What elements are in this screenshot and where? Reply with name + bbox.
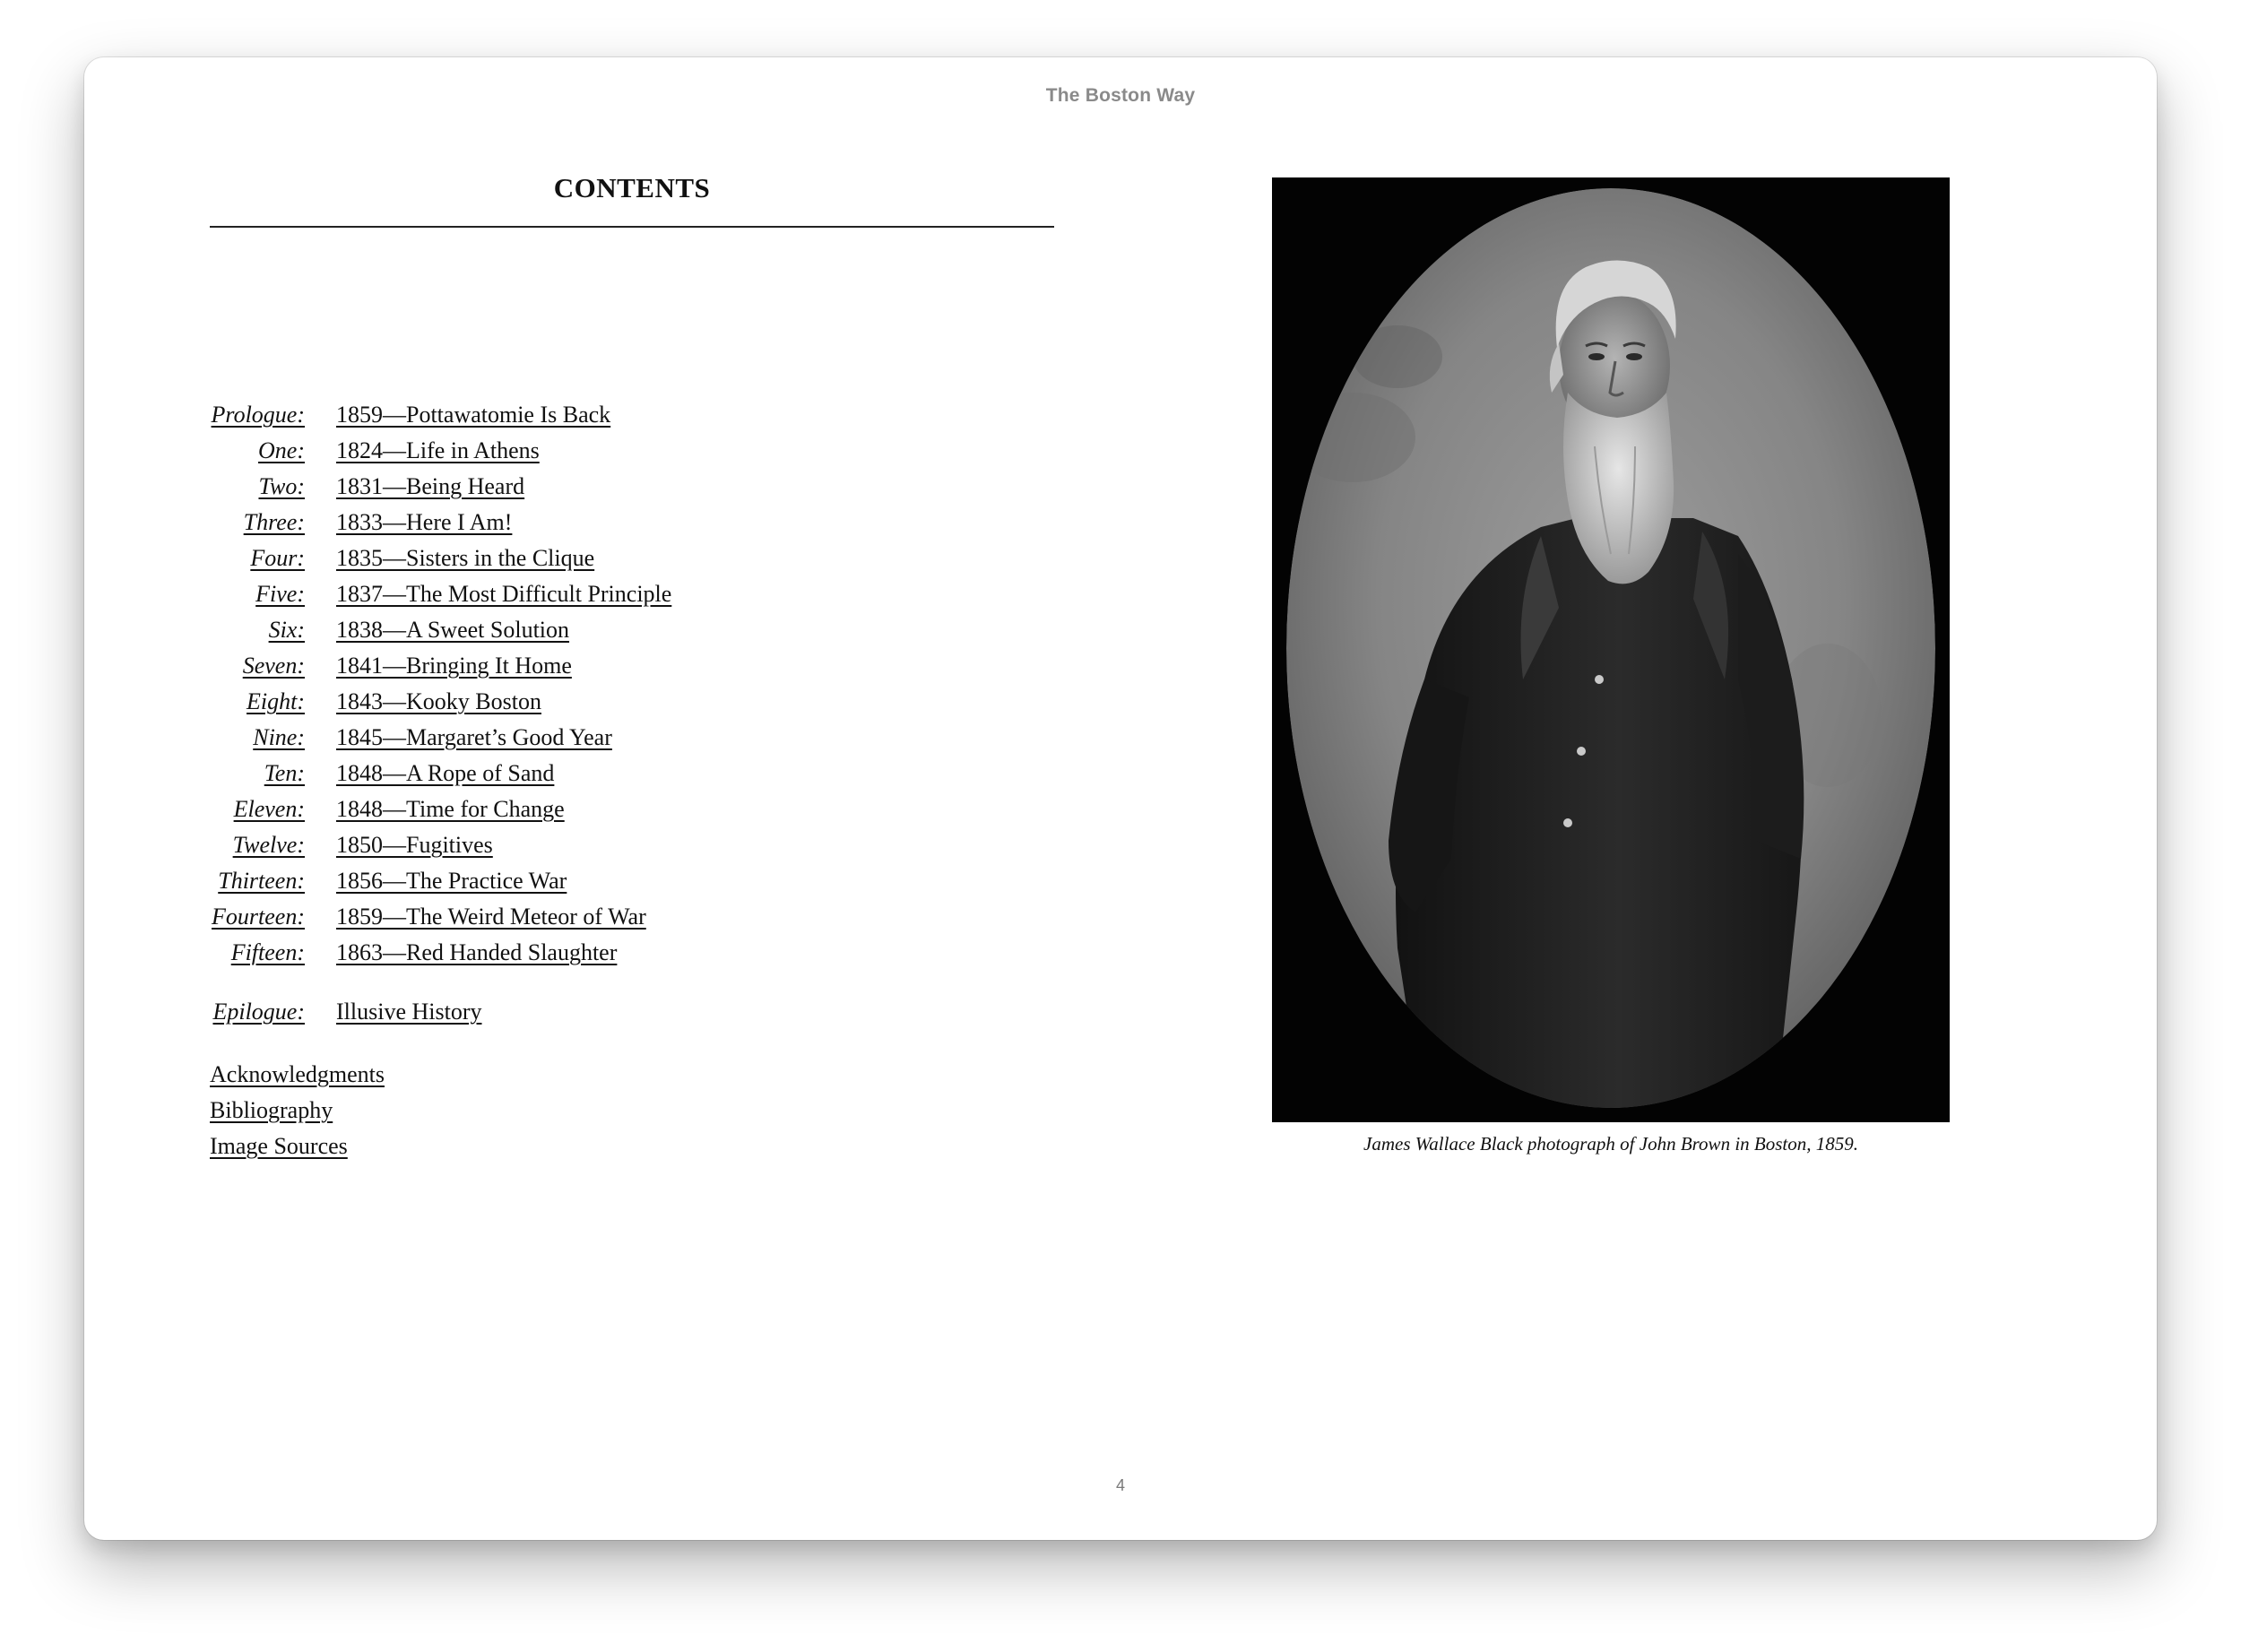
toc-entry-two[interactable]: [210, 473, 1052, 509]
toc-entry-three[interactable]: [210, 509, 1052, 545]
toc-entry-number[interactable]: Two:: [258, 473, 305, 499]
toc-entry-title[interactable]: 1848—Time for Change: [336, 796, 565, 822]
toc-entry-fifteen[interactable]: [210, 939, 1052, 975]
toc-entry-number[interactable]: Nine:: [253, 724, 305, 750]
reader-window: [84, 57, 2157, 1540]
toc-entry-number[interactable]: Five:: [255, 581, 305, 607]
toc-entry-number[interactable]: Fourteen:: [212, 904, 305, 930]
toc-entry-title[interactable]: 1859—The Weird Meteor of War: [336, 904, 646, 930]
toc-entry-number[interactable]: Ten:: [264, 760, 305, 786]
toc-entry-title[interactable]: 1850—Fugitives: [336, 832, 493, 858]
portrait-image: [1272, 177, 1950, 1122]
toc-entry-title[interactable]: 1859—Pottawatomie Is Back: [336, 402, 611, 428]
toc-entry-title[interactable]: 1845—Margaret’s Good Year: [336, 724, 612, 750]
toc-entry-title[interactable]: 1833—Here I Am!: [336, 509, 513, 535]
toc-entry-number[interactable]: Seven:: [242, 653, 305, 679]
toc-entry-number[interactable]: Prologue:: [211, 402, 305, 428]
toc-entry-number[interactable]: Three:: [243, 509, 305, 535]
john-brown-photograph: [1272, 177, 1950, 1122]
toc-entry-prologue[interactable]: [210, 402, 1052, 437]
toc-entry-number[interactable]: Eleven:: [233, 796, 305, 822]
acknowledgments-link[interactable]: Acknowledgments: [210, 1061, 385, 1087]
toc-entry-number[interactable]: Four:: [250, 545, 305, 571]
toc-entry-title[interactable]: 1835—Sisters in the Clique: [336, 545, 595, 571]
toc-entry-number[interactable]: Fifteen:: [230, 939, 305, 965]
toc-entry-title[interactable]: 1838—A Sweet Solution: [336, 617, 570, 643]
toc-entry-number[interactable]: Six:: [268, 617, 305, 643]
toc-entry-six[interactable]: [210, 617, 1052, 653]
toc-entry-title[interactable]: 1824—Life in Athens: [336, 437, 540, 463]
toc-entry-one[interactable]: [210, 437, 1052, 473]
toc-entry-five[interactable]: [210, 581, 1052, 617]
toc-entry-eight[interactable]: [210, 688, 1052, 724]
toc-entry-number[interactable]: One:: [258, 437, 305, 463]
toc-entry-number[interactable]: Twelve:: [232, 832, 305, 858]
toc-entry-title[interactable]: 1856—The Practice War: [336, 868, 567, 894]
toc-entry-title[interactable]: 1831—Being Heard: [336, 473, 525, 499]
toc-entry-epilogue[interactable]: [210, 999, 1052, 1034]
toc-entry-four[interactable]: [210, 545, 1052, 581]
bibliography-link[interactable]: Bibliography: [210, 1097, 333, 1123]
window-title: The Boston Way: [1045, 85, 1196, 106]
toc-entry-title[interactable]: 1843—Kooky Boston: [336, 688, 541, 714]
toc-entry-number[interactable]: Eight:: [247, 688, 305, 714]
heading-rule: [210, 226, 1054, 228]
toc-entry-twelve[interactable]: [210, 832, 1052, 868]
toc-entry-number[interactable]: Epilogue:: [212, 999, 305, 1025]
toc-entry-title[interactable]: Illusive History: [336, 999, 482, 1025]
toc-entry-fourteen[interactable]: [210, 904, 1052, 939]
toc-entry-nine[interactable]: [210, 724, 1052, 760]
image-sources-link[interactable]: Image Sources: [210, 1133, 348, 1159]
toc-entry-eleven[interactable]: [210, 796, 1052, 832]
photo-caption: James Wallace Black photograph of John Brown in Boston, 1859.: [1363, 1133, 1858, 1155]
toc-entry-number[interactable]: Thirteen:: [218, 868, 305, 894]
toc-entry-title[interactable]: 1863—Red Handed Slaughter: [336, 939, 618, 965]
table-of-contents: [210, 402, 1052, 1034]
page-number: 4: [1115, 1476, 1125, 1494]
back-matter-links: [210, 1061, 385, 1169]
toc-entry-thirteen[interactable]: [210, 868, 1052, 904]
toc-entry-seven[interactable]: [210, 653, 1052, 688]
contents-heading: CONTENTS: [553, 172, 711, 203]
toc-entry-ten[interactable]: [210, 760, 1052, 796]
toc-entry-title[interactable]: 1848—A Rope of Sand: [336, 760, 555, 786]
toc-entry-title[interactable]: 1837—The Most Difficult Principle: [336, 581, 672, 607]
toc-entry-title[interactable]: 1841—Bringing It Home: [336, 653, 572, 679]
